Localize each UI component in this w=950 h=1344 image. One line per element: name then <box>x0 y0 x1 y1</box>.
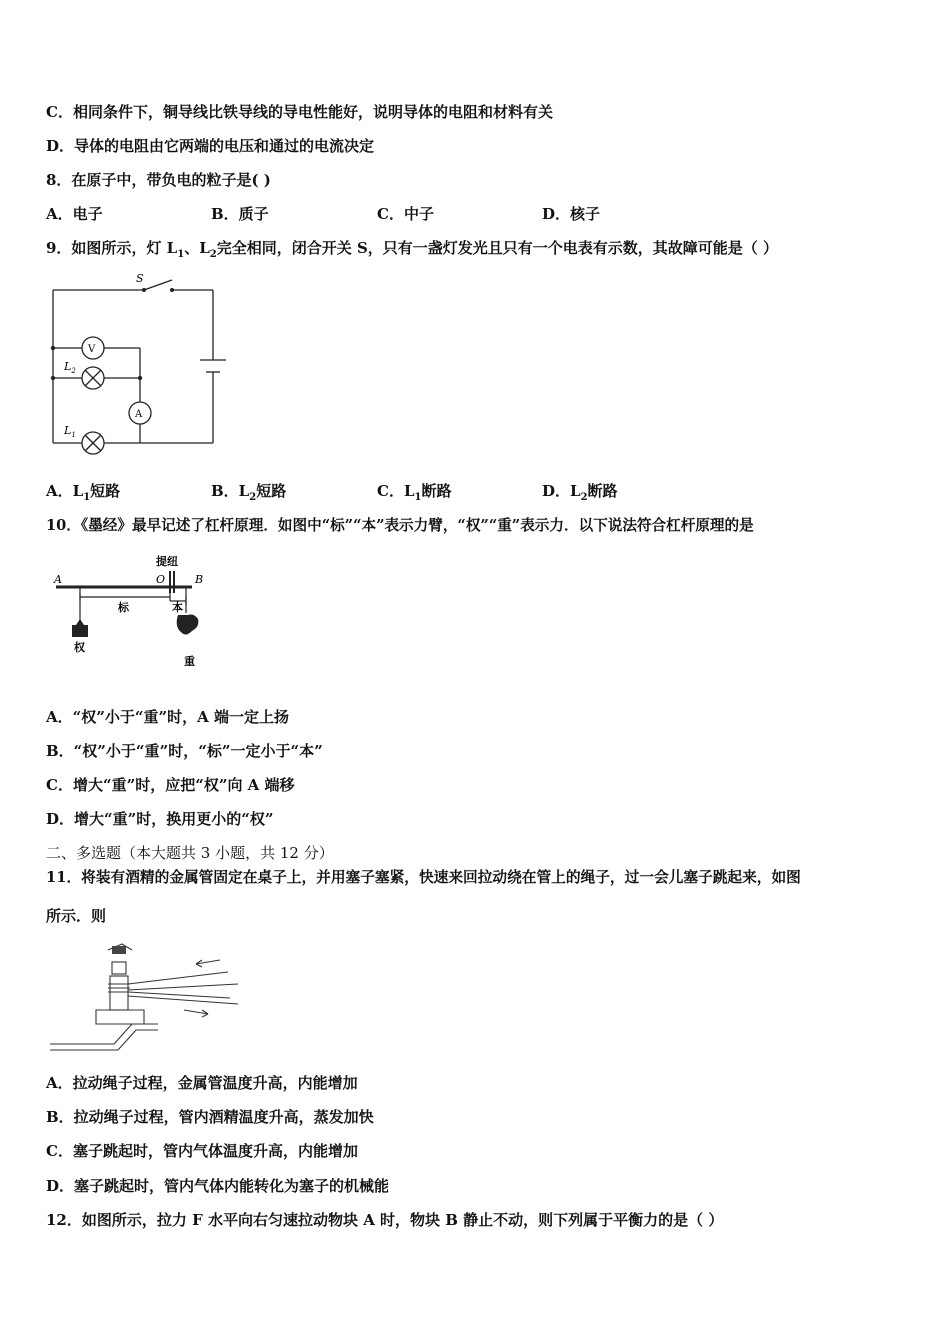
ammeter-label: A <box>135 409 143 420</box>
q11-option-b: B．拉动绳子过程，管内酒精温度升高，蒸发加快 <box>46 1108 374 1126</box>
point-b-label: B <box>195 573 204 586</box>
q7-option-d: D．导体的电阻由它两端的电压和通过的电流决定 <box>46 137 375 155</box>
ben-label: 本 <box>172 601 183 614</box>
q9-option-a: A．$L_1$短路 <box>46 482 121 503</box>
switch-label: S <box>136 272 144 285</box>
circuit-diagram <box>48 268 238 453</box>
q11-option-a: A．拉动绳子过程，金属管温度升高，内能增加 <box>46 1074 358 1092</box>
q10-stem: 10．《墨经》最早记述了杠杆原理．如图中“标”“本”表示力臂，“权”“重”表示力．以下说法符合杠杆原理的是 <box>46 517 754 534</box>
q10-option-c: C．增大“重”时，应把“权”向 A 端移 <box>46 776 295 794</box>
lamp2-label: $L_2$ <box>64 360 76 375</box>
q11-option-d: D．塞子跳起时，管内气体内能转化为塞子的机械能 <box>46 1177 390 1195</box>
ti-niu-label: 提纽 <box>156 555 178 568</box>
q8-option-d: D．核子 <box>542 205 601 223</box>
q8-option-a: A．电子 <box>46 205 103 223</box>
q9-option-d: D．$L_2$断路 <box>542 482 618 503</box>
metal-tube-diagram <box>48 940 248 1058</box>
q11-stem-line1: 11．将装有酒精的金属管固定在桌子上，并用塞子塞紧，快速来回拉动绕在管上的绳子，过一会儿塞子跳起来，如图 <box>46 869 801 886</box>
q12-stem: 12．如图所示，拉力 F 水平向右匀速拉动物块 A 时，物块 B 静止不动，则下列属于平衡力的是（ ） <box>46 1211 724 1229</box>
q8-option-c: C．中子 <box>377 205 434 223</box>
voltmeter-label: V <box>88 344 96 355</box>
q8-option-b: B．质子 <box>211 205 269 223</box>
q11-stem-line2: 所示．则 <box>46 907 107 925</box>
lamp1-label: $L_1$ <box>64 424 76 439</box>
zhong-label: 重 <box>184 655 195 668</box>
section-heading: 二、多选题（本大题共 3 小题，共 12 分） <box>46 844 334 862</box>
point-o-label: O <box>156 573 166 586</box>
lever-diagram <box>52 553 222 671</box>
q7-option-c: C．相同条件下，铜导线比铁导线的导电性能好，说明导体的电阻和材料有关 <box>46 103 553 121</box>
q11-option-c: C．塞子跳起时，管内气体温度升高，内能增加 <box>46 1142 358 1160</box>
point-a-label: A <box>54 573 62 586</box>
q10-option-d: D．增大“重”时，换用更小的“权” <box>46 810 274 828</box>
q8-stem: 8．在原子中，带负电的粒子是( ) <box>46 171 271 189</box>
q10-option-b: B．“权”小于“重”时，“标”一定小于“本” <box>46 742 323 760</box>
q9-option-b: B．$L_2$短路 <box>211 482 287 503</box>
q9-option-c: C．$L_1$断路 <box>377 482 452 503</box>
biao-label: 标 <box>118 601 129 614</box>
q10-option-a: A．“权”小于“重”时，A 端一定上扬 <box>46 708 290 726</box>
q9-stem: 9．如图所示，灯 $L_1$、$L_2$完全相同，闭合开关 S，只有一盏灯发光且只有一个电表有示数，其故障可能是（ ） <box>46 239 778 260</box>
quan-label: 权 <box>74 641 85 654</box>
